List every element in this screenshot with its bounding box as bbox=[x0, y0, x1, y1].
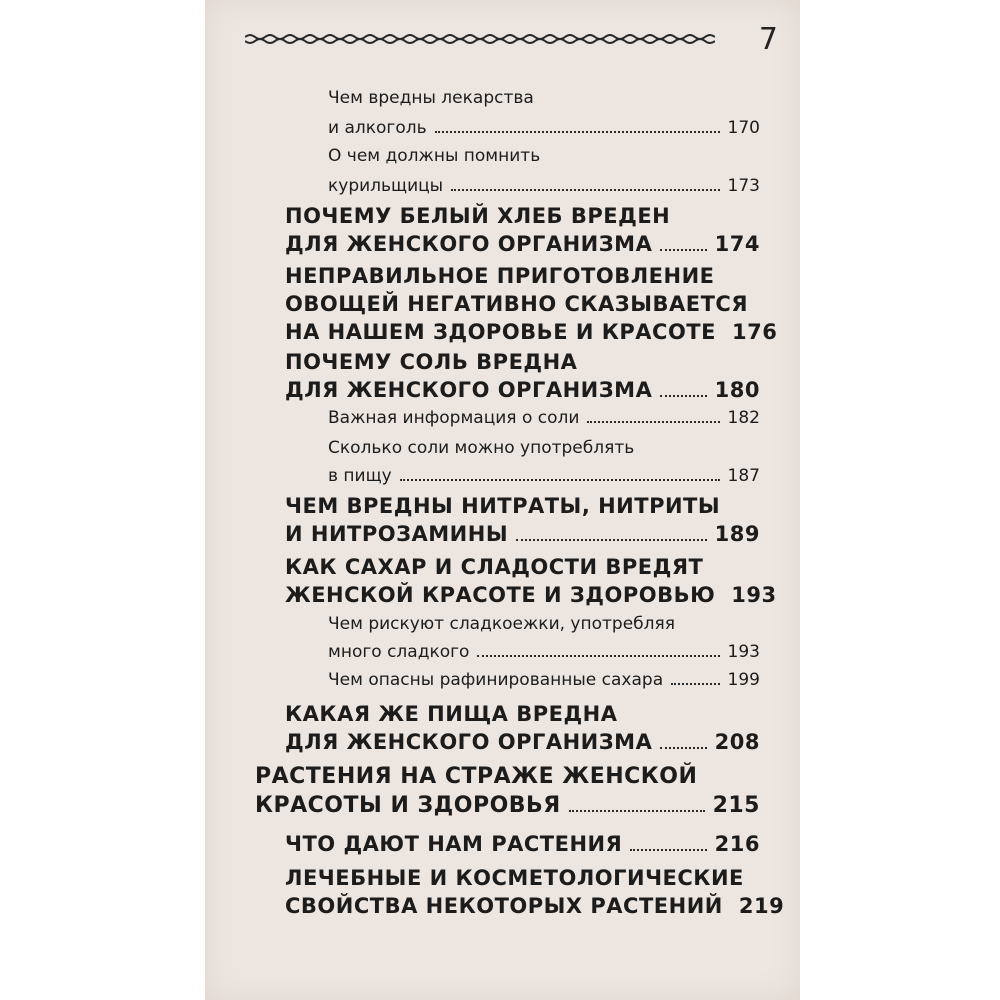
toc-entry bbox=[255, 764, 760, 826]
toc-page-number: 182 bbox=[727, 408, 760, 428]
toc-entry-title-line: КАКАЯ ЖЕ ПИЩА ВРЕДНА bbox=[285, 702, 618, 726]
toc-page-number: 170 bbox=[727, 118, 760, 138]
toc-entry bbox=[328, 146, 760, 208]
toc-entry-title-line: КАК САХАР И СЛАДОСТИ ВРЕДЯТ bbox=[285, 555, 704, 579]
toc-page-number: 180 bbox=[714, 378, 760, 402]
dot-leader bbox=[630, 848, 706, 851]
toc-entry bbox=[328, 88, 760, 150]
toc-page-number: 176 bbox=[731, 320, 778, 344]
dot-leader bbox=[451, 188, 719, 191]
toc-entry-title-line: И НИТРОЗАМИНЫ bbox=[285, 522, 509, 546]
toc-page-number: 193 bbox=[731, 583, 777, 607]
toc-entry-title-line: РАСТЕНИЯ НА СТРАЖЕ ЖЕНСКОЙ bbox=[255, 764, 698, 789]
toc-entry bbox=[328, 614, 760, 674]
toc-entry-title-line: НА НАШЕМ ЗДОРОВЬЕ И КРАСОТЕ bbox=[285, 320, 716, 344]
toc-entry-title-line: ЛЕЧЕБНЫЕ И КОСМЕТОЛОГИЧЕСКИЕ bbox=[285, 866, 744, 890]
toc-entry-title-line: ПОЧЕМУ БЕЛЫЙ ХЛЕБ ВРЕДЕН bbox=[285, 204, 671, 228]
page-number: 7 bbox=[758, 22, 778, 57]
toc-entry-title-line: ПОЧЕМУ СОЛЬ ВРЕДНА bbox=[285, 350, 578, 374]
dot-leader bbox=[587, 420, 719, 423]
toc-entry-title-line: ДЛЯ ЖЕНСКОГО ОРГАНИЗМА bbox=[285, 378, 653, 402]
toc-entry-title-line: КРАСОТЫ И ЗДОРОВЬЯ bbox=[255, 793, 561, 818]
toc-entry bbox=[285, 555, 777, 615]
toc-entry-title-line: много сладкого bbox=[328, 642, 470, 662]
toc-entry-title-line: СВОЙСТВА НЕКОТОРЫХ РАСТЕНИЙ bbox=[285, 894, 723, 918]
toc-page-number: 208 bbox=[714, 730, 760, 754]
toc-entry-title-line: Чем вредны лекарства bbox=[328, 88, 534, 108]
dot-leader bbox=[400, 478, 720, 481]
dot-leader bbox=[477, 654, 719, 657]
toc-entry-title-line: ДЛЯ ЖЕНСКОГО ОРГАНИЗМА bbox=[285, 232, 653, 256]
book-page bbox=[205, 0, 800, 1000]
toc-entry-title-line: ОВОЩЕЙ НЕГАТИВНО СКАЗЫВАЕТСЯ bbox=[285, 292, 748, 316]
toc-entry-title-line: ЧЕМ ВРЕДНЫ НИТРАТЫ, НИТРИТЫ bbox=[285, 494, 721, 518]
toc-entry bbox=[328, 670, 760, 700]
dot-leader bbox=[660, 746, 706, 749]
toc-entry bbox=[285, 204, 760, 264]
dot-leader bbox=[569, 809, 705, 812]
dot-leader bbox=[671, 682, 719, 685]
toc-entry bbox=[328, 438, 760, 500]
toc-entry-title-line: ЧТО ДАЮТ НАМ РАСТЕНИЯ bbox=[285, 832, 623, 856]
toc-page-number: 187 bbox=[727, 466, 760, 486]
toc-entry bbox=[285, 832, 760, 862]
toc-page-number: 215 bbox=[712, 793, 760, 818]
toc-entry-title-line: в пищу bbox=[328, 466, 392, 486]
dot-leader bbox=[660, 394, 706, 397]
toc-entry-title-line: Сколько соли можно употреблять bbox=[328, 438, 635, 458]
toc-page-number: 216 bbox=[714, 832, 760, 856]
toc-entry-title-line: О чем должны помнить bbox=[328, 146, 541, 166]
table-of-contents bbox=[205, 0, 800, 1000]
toc-page-number: 174 bbox=[714, 232, 760, 256]
toc-entry-title-line: Чем рискуют сладкоежки, употребляя bbox=[328, 614, 675, 634]
toc-entry bbox=[285, 264, 778, 352]
toc-entry-title-line: НЕПРАВИЛЬНОЕ ПРИГОТОВЛЕНИЕ bbox=[285, 264, 715, 288]
toc-page-number: 193 bbox=[727, 642, 760, 662]
dot-leader bbox=[660, 248, 706, 251]
toc-entry-title-line: курильщицы bbox=[328, 176, 444, 196]
toc-page-number: 219 bbox=[738, 894, 785, 918]
toc-entry-title-line: Важная информация о соли bbox=[328, 408, 580, 428]
toc-entry-title-line: ДЛЯ ЖЕНСКОГО ОРГАНИЗМА bbox=[285, 730, 653, 754]
toc-entry-title-line: Чем опасны рафинированные сахара bbox=[328, 670, 664, 690]
toc-page-number: 173 bbox=[727, 176, 760, 196]
toc-entry bbox=[285, 350, 760, 410]
toc-entry bbox=[285, 702, 760, 762]
dot-leader bbox=[516, 538, 707, 541]
toc-page-number: 199 bbox=[727, 670, 760, 690]
dot-leader bbox=[435, 130, 720, 133]
toc-entry-title-line: ЖЕНСКОЙ КРАСОТЕ И ЗДОРОВЬЮ bbox=[285, 583, 716, 607]
toc-page-number: 189 bbox=[714, 522, 760, 546]
toc-entry bbox=[328, 408, 760, 438]
toc-entry bbox=[285, 866, 785, 926]
toc-entry bbox=[285, 494, 760, 554]
toc-entry-title-line: и алкоголь bbox=[328, 118, 427, 138]
